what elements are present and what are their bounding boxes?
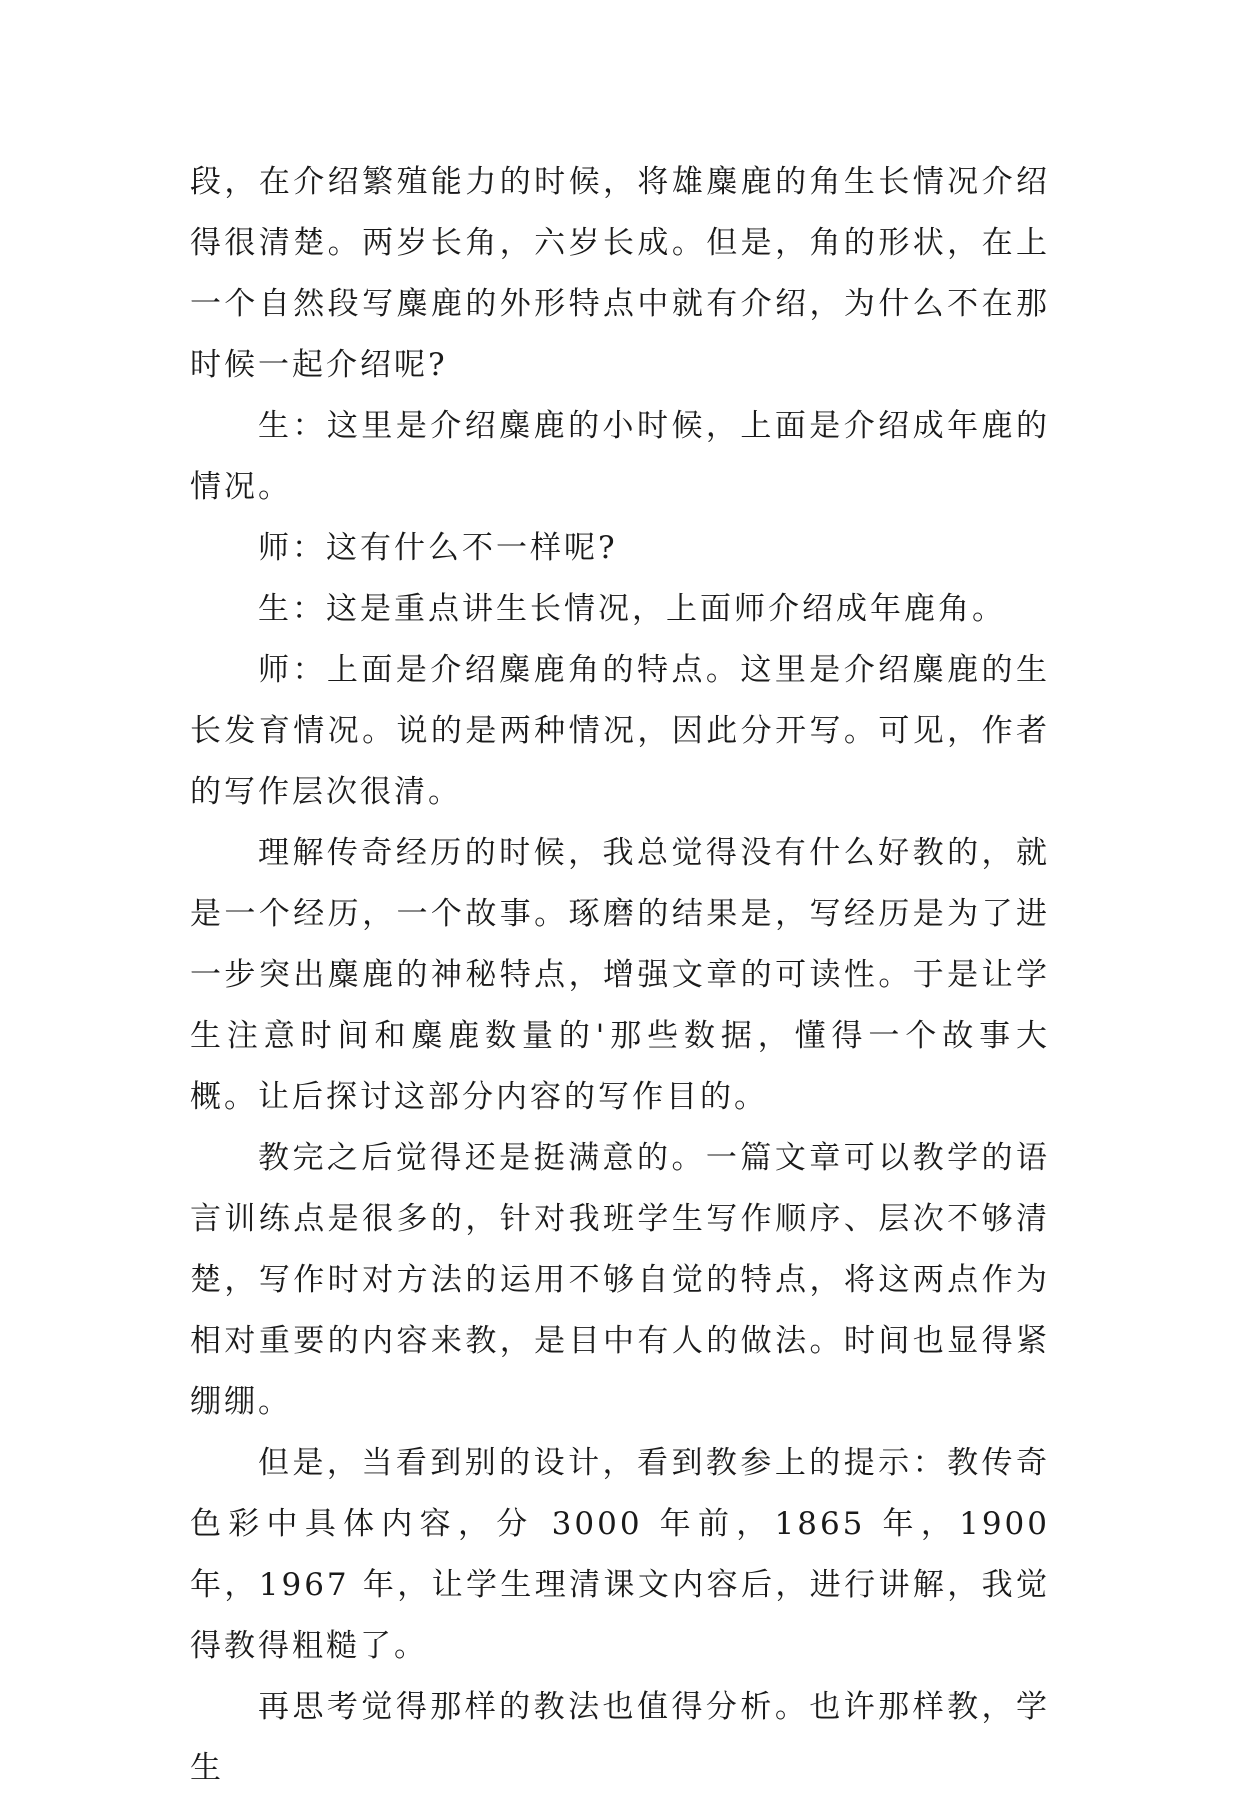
paragraph-other-design: 但是，当看到别的设计，看到教参上的提示：教传奇色彩中具体内容，分 3000 年前，1865 年，1900 年，1967 年，让学生理清课文内容后，进行讲解，我觉得教得粗糙了。 [190, 1445, 1050, 1664]
paragraph-satisfaction: 教完之后觉得还是挺满意的。一篇文章可以教学的语言训练点是很多的，针对我班学生写作顺序、层次不够清楚，写作时对方法的运用不够自觉的特点，将这两点作为相对重要的内容来教，是目中有人的做法。时间也显得紧绷绷。 [190, 1140, 1050, 1420]
paragraph-legend-reflection: 理解传奇经历的时候，我总觉得没有什么好教的，就是一个经历，一个故事。琢磨的结果是，写经历是为了进一步突出麋鹿的神秘特点，增强文章的可读性。于是让学生注意时间和麋鹿数量的'那些数据，懂得一个故事大概。让后探讨这部分内容的写作目的。 [190, 835, 1050, 1115]
body-text [190, 152, 1050, 1799]
paragraph-student-reply-2: 生：这是重点讲生长情况，上面师介绍成年鹿角。 [258, 591, 1006, 627]
paragraph-continuation: 段，在介绍繁殖能力的时候，将雄麋鹿的角生长情况介绍得很清楚。两岁长角，六岁长成。但是，角的形状，在上一个自然段写麋鹿的外形特点中就有介绍，为什么不在那时候一起介绍呢? [190, 164, 1050, 383]
paragraph-rethinking: 再思考觉得那样的教法也值得分析。也许那样教，学生 [190, 1689, 1050, 1786]
paragraph-teacher-summary: 师：上面是介绍麋鹿角的特点。这里是介绍麋鹿的生长发育情况。说的是两种情况，因此分开写。可见，作者的写作层次很清。 [190, 652, 1050, 810]
paragraph-teacher-question: 师：这有什么不一样呢? [258, 530, 618, 566]
paragraph-student-reply-1: 生：这里是介绍麋鹿的小时候，上面是介绍成年鹿的情况。 [190, 408, 1050, 505]
